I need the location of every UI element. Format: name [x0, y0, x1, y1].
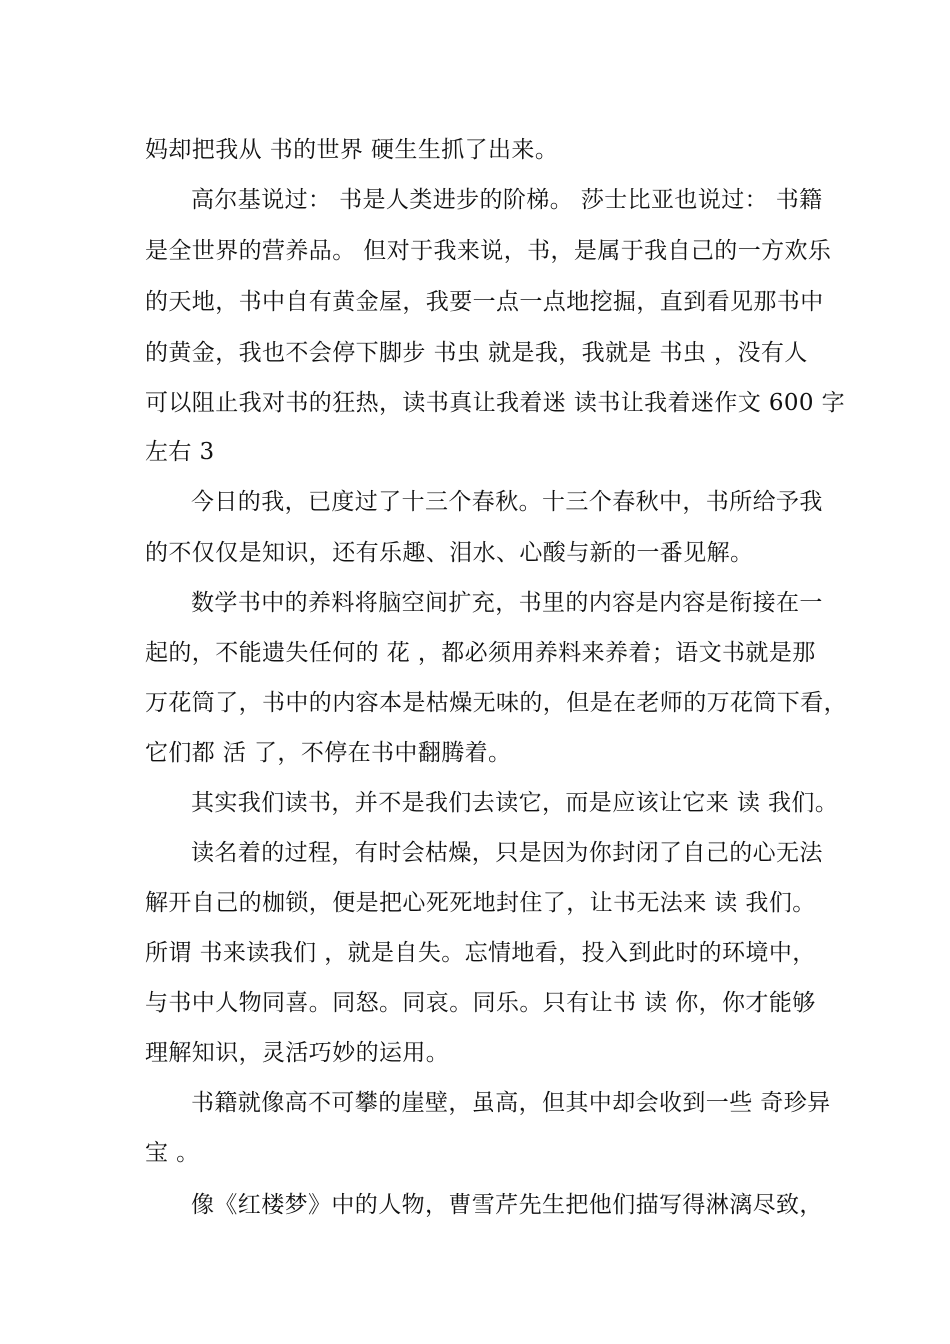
text-line-5: 的黄金，我也不会停下脚步 书虫 就是我，我就是 书虫 ，没有人 [145, 340, 808, 366]
text-line-21: 宝 。 [145, 1140, 200, 1166]
text-line-11: 起的，不能遗失任何的 花 ，都必须用养料来养着；语文书就是那 [145, 640, 816, 666]
paragraph-start-line-14: 其实我们读书，并不是我们去读它，而是应该让它来 读 我们。 [191, 790, 839, 816]
paragraph-start-line-10: 数学书中的养料将脑空间扩充，书里的内容是内容是衔接在一 [191, 590, 823, 616]
paragraph-start-line-8: 今日的我，已度过了十三个春秋。十三个春秋中，书所给予我 [191, 489, 823, 515]
text-line-13: 它们都 活 了，不停在书中翻腾着。 [145, 740, 512, 766]
paragraph-start-line-15: 读名着的过程，有时会枯燥，只是因为你封闭了自己的心无法 [191, 840, 823, 866]
paragraph-start-line-22: 像《红楼梦》中的人物，曹雪芹先生把他们描写得淋漓尽致， [191, 1192, 823, 1218]
text-line-9: 的不仅仅是知识，还有乐趣、泪水、心酸与新的一番见解。 [145, 540, 754, 566]
text-line-16: 解开自己的枷锁，便是把心死死地封住了，让书无法来 读 我们。 [145, 890, 816, 916]
paragraph-start-line-20: 书籍就像高不可攀的崖壁，虽高，但其中却会收到一些 奇珍异 [191, 1090, 831, 1116]
text-line-17: 所谓 书来读我们 ，就是自失。忘情地看，投入到此时的环境中， [145, 940, 816, 966]
text-line-3: 是全世界的营养品。 但对于我来说，书，是属于我自己的一方欢乐 [145, 238, 832, 264]
text-line-12: 万花筒了，书中的内容本是枯燥无味的，但是在老师的万花筒下看， [145, 690, 847, 716]
text-line-18: 与书中人物同喜。同怒。同哀。同乐。只有让书 读 你，你才能够 [145, 990, 816, 1016]
paragraph-start-line-2: 高尔基说过： 书是人类进步的阶梯。 莎士比亚也说过： 书籍 [191, 187, 823, 213]
text-line-1: 妈却把我从 书的世界 硬生生抓了出来。 [145, 137, 559, 163]
text-line-6: 可以阻止我对书的狂热，读书真让我着迷 读书让我着迷作文 600 字 [145, 390, 846, 416]
text-line-4: 的天地，书中自有黄金屋，我要一点一点地挖掘，直到看见那书中 [145, 289, 824, 315]
text-line-7: 左右 3 [145, 439, 215, 465]
text-line-19: 理解知识，灵活巧妙的运用。 [145, 1040, 450, 1066]
